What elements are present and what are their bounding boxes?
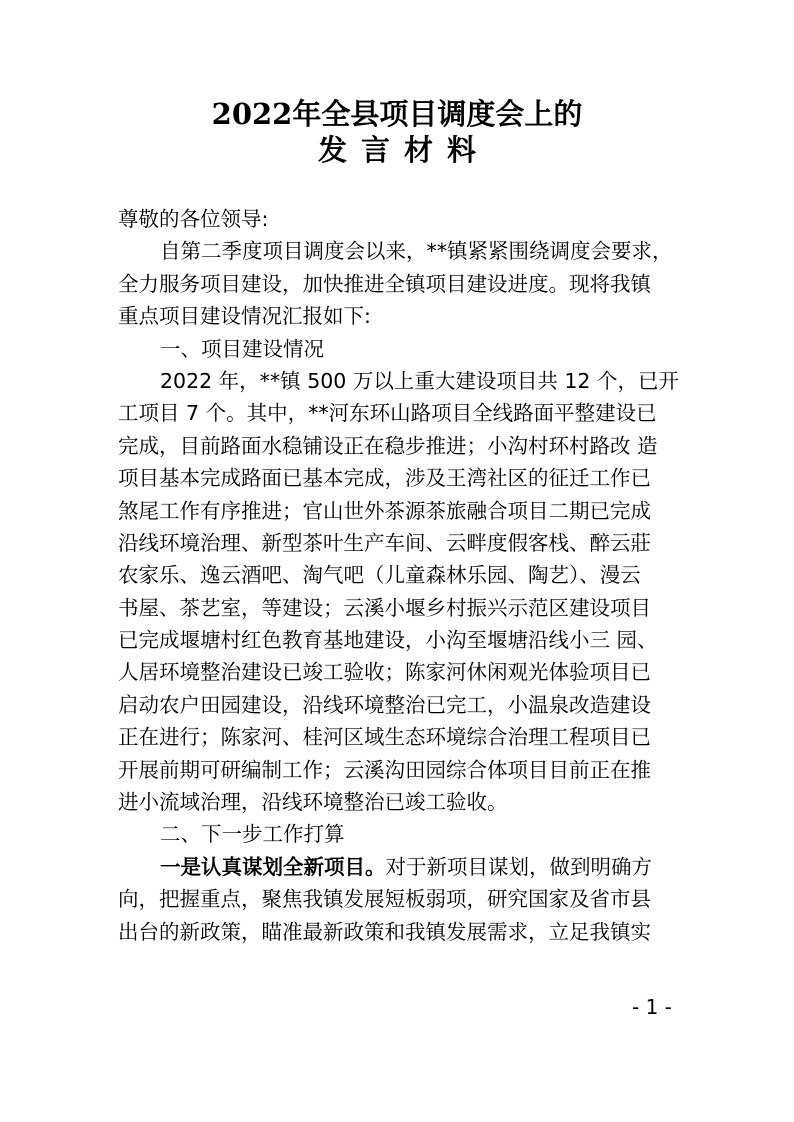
paragraph-line: 人居环境整治建设已竣工验收；陈家河休闲观光体验项目已: [118, 660, 651, 685]
paragraph-line: 进小流域治理，沿线环境整治已竣工验收。: [118, 790, 508, 815]
paragraph-line: 启动农户田园建设，沿线环境整治已完工，小温泉改造建设: [118, 692, 651, 717]
paragraph-line: 2022 年，**镇 500 万以上重大建设项目共 12 个，已开: [160, 368, 679, 393]
paragraph-line: 正在进行；陈家河、桂河区域生态环境综合治理工程项目已: [118, 725, 651, 750]
emphasis-rest: 对于新项目谋划，做到明确方: [385, 854, 652, 879]
emphasis-paragraph-line: [118, 851, 678, 883]
page-number: - 1 -: [632, 995, 672, 1019]
document-title-line-2: 发言材料: [317, 133, 490, 167]
paragraph-line: 工项目 7 个。其中，**河东环山路项目全线路面平整建设已: [118, 401, 657, 426]
section-heading: 一、项目建设情况: [160, 336, 324, 361]
paragraph-line: 完成，目前路面水稳铺设正在稳步推进；小沟村环村路改 造: [118, 433, 658, 458]
paragraph-line: 农家乐、逸云酒吧、淘气吧（儿童森林乐园、陶艺）、漫云: [118, 563, 641, 588]
paragraph-line: 已完成堰塘村红色教育基地建设，小沟至堰塘沿线小三 园、: [118, 628, 658, 653]
salutation: 尊敬的各位领导:: [118, 207, 269, 231]
section-heading: 二、下一步工作打算: [160, 822, 345, 847]
emphasis-lead: 一是认真谋划全新项目。: [160, 854, 386, 879]
paragraph-line: 向，把握重点，聚焦我镇发展短板弱项，研究国家及省市县: [118, 887, 651, 912]
document-title-line-1: 2022年全县项目调度会上的: [211, 97, 583, 131]
paragraph-line: 自第二季度项目调度会以来，**镇紧紧围绕调度会要求，: [160, 239, 673, 264]
paragraph-line: 煞尾工作有序推进；官山世外茶源茶旅融合项目二期已完成: [118, 498, 651, 523]
paragraph-line: 沿线环境治理、新型茶叶生产车间、云畔度假客栈、醉云莊: [118, 530, 651, 555]
paragraph-line: 重点项目建设情况汇报如下:: [118, 304, 371, 329]
paragraph-line: 书屋、茶艺室，等建设；云溪小堰乡村振兴示范区建设项目: [118, 595, 651, 620]
document-body: [118, 203, 678, 948]
paragraph-line: 全力服务项目建设，加快推进全镇项目建设进度。现将我镇: [118, 271, 651, 296]
paragraph-line: 出台的新政策，瞄准最新政策和我镇发展需求，立足我镇实: [118, 919, 651, 944]
paragraph-line: 开展前期可研编制工作；云溪沟田园综合体项目目前正在推: [118, 757, 651, 782]
paragraph-line: 项目基本完成路面已基本完成，涉及王湾社区的征迁工作已: [118, 466, 651, 491]
